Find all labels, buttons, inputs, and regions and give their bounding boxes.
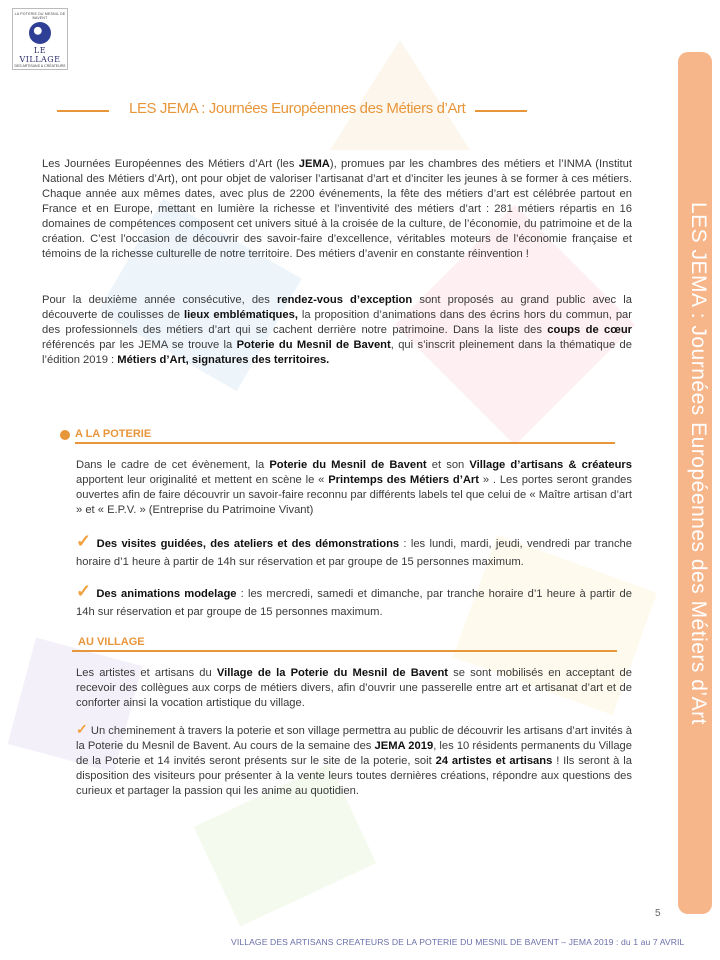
text-run: sont proposés au grand public avec la découverte de coulisses de: [42, 294, 632, 321]
poterie-paragraph-visites: [76, 531, 632, 571]
page-number: 5: [655, 908, 661, 919]
bullet-dot-icon: [60, 430, 70, 440]
text-run: Les artistes et artisans du: [76, 667, 217, 679]
text-run: , les 10 résidents permanents du Village de la Poterie et 14 invités seront présents sur le site de la poterie, soit: [76, 740, 632, 767]
text-run: 24 artistes et artisans: [435, 755, 553, 767]
section-heading-rule: [72, 650, 617, 652]
text-run: Poterie du Mesnil de Bavent: [236, 339, 391, 351]
section-heading-label: AU VILLAGE: [78, 636, 145, 648]
check-icon: ✓: [76, 581, 93, 601]
text-run: Village d’artisans & créateurs: [469, 459, 633, 471]
text-run: ! Ils seront à la disposition des visiteurs pour présenter à la vente leurs toutes dernières créations, répondre aux questions des curieux et partager la passion qui les anime au quotidien.: [76, 755, 632, 797]
text-run: lieux emblématiques,: [183, 309, 298, 321]
logo-top-text: LA POTERIE DU MESNIL DE BAVENT: [14, 12, 66, 20]
logo-swirl-icon: [29, 22, 51, 44]
intro-paragraph-1: [42, 157, 632, 262]
check-icon: ✓: [76, 531, 93, 551]
text-run: rendez-vous d’exception: [277, 294, 413, 306]
text-run: JEMA 2019: [374, 740, 434, 752]
section-heading-poterie: [60, 428, 616, 442]
logo-subtitle: DES ARTISANS & CRÉATEURS: [14, 64, 66, 68]
section-heading-label: A LA POTERIE: [75, 428, 152, 440]
side-banner-text: LES JEMA : Journées Européennes des Métiers d’Art: [687, 202, 710, 725]
text-run: : les mercredi, samedi et dimanche, par tranche horaire d’1 heure à partir de 14h sur réservation et par groupe de 15 personnes maximum.: [76, 588, 632, 618]
text-run: Les Journées Européennes des Métiers d’Art (les: [42, 158, 299, 170]
poterie-paragraph-modelage: [76, 581, 632, 621]
text-run: se sont mobilisés en acceptant de recevoir des collègues aux corps de métiers divers, afin d’ouvrir une passerelle entre art et artisanat d’art et de conforter ainsi la vocation artistique du village.: [76, 667, 632, 709]
page-heading: [57, 100, 527, 120]
text-run: et son: [426, 459, 470, 471]
page-title: LES JEMA : Journées Européennes des Métiers d’Art: [129, 100, 466, 117]
section-heading-rule: [75, 442, 615, 444]
text-run: Métiers d’Art, signatures des territoires.: [117, 354, 330, 366]
footer-text: VILLAGE DES ARTISANS CREATEURS DE LA POTERIE DU MESNIL DE BAVENT – JEMA 2019 : du 1 au 7 AVRIL: [231, 937, 685, 947]
text-run: Des visites guidées, des ateliers et des démonstrations: [96, 538, 400, 550]
section-heading-village: [72, 636, 617, 650]
text-run: référencés par les JEMA se trouve la: [42, 339, 237, 351]
village-paragraph-2-text: [76, 725, 632, 797]
poterie-paragraph-1: [76, 458, 632, 518]
text-run: Poterie du Mesnil de Bavent: [269, 459, 427, 471]
text-run: apportent leur originalité et mettent en scène le «: [76, 474, 329, 486]
logo-name: LE VILLAGE: [19, 46, 61, 64]
text-run: Dans le cadre de cet évènement, la: [76, 459, 270, 471]
text-run: coups de cœur: [547, 324, 633, 336]
text-run: Des animations modelage: [96, 588, 237, 600]
text-run: Pour la deuxième année consécutive, des: [42, 294, 278, 306]
heading-rule-right: [475, 110, 527, 112]
check-icon: ✓: [76, 721, 88, 737]
text-run: ), promues par les chambres des métiers et l’INMA (Institut National des Métiers d’Art), ont pour objet de valoriser l’artisanat d’art et d’inciter les jeunes à se former à ces métiers. Chaque année aux mêmes dates, avec plus de 2200 événements, la fête des métiers d’art est célébrée partout en France et en Europe, mettant en lumière la richesse et l’inventivité des métiers d’art : 281 métiers répartis en 16 domaines de compétences composent cet univers situé à la croisée de la culture, de l’économie, du patrimoine et de la création. C’est l’occasion de découvrir des savoir-faire d’excellence, véritables moteurs de l’économie française et témoins de la richesse culturelle de notre territoire. Des métiers d’avenir en constante réinvention !: [42, 158, 632, 260]
text-run: Printemps des Métiers d’Art: [328, 474, 479, 486]
village-paragraph-2: [76, 721, 633, 799]
side-banner: [678, 52, 712, 914]
text-run: la proposition d’animations dans des écrins hors du commun, par des professionnels des métiers d’art qui se cachent derrière notre patrimoine. Dans la liste des: [42, 309, 632, 336]
text-run: JEMA: [298, 158, 330, 170]
village-logo: [12, 8, 68, 70]
visites-text: [76, 538, 632, 568]
background-shape: [330, 40, 470, 150]
text-run: » . Les portes seront grandes ouvertes afin de faire découvrir un savoir-faire reconnu par différents labels tel que celui de « Maître artisan d’art » et « E.P.V. » (Entreprise du Patrimoine Vivant): [76, 474, 633, 516]
text-run: , qui s’inscrit pleinement dans la thématique de l’édition 2019 :: [42, 339, 632, 366]
text-run: Village de la Poterie du Mesnil de Bavent: [216, 667, 449, 679]
text-run: : les lundi, mardi, jeudi, vendredi par tranche horaire d’1 heure à partir de 14h sur réservation et par groupe de 15 personnes maximum.: [76, 538, 632, 568]
modelage-text: [76, 588, 632, 618]
heading-rule-left: [57, 110, 109, 112]
village-paragraph-1: [76, 666, 632, 711]
text-run: Un cheminement à travers la poterie et son village permettra au public de découvrir les artisans d’art invités à la Poterie du Mesnil de Bavent. Au cours de la semaine des: [76, 725, 633, 752]
intro-paragraph-2: [42, 293, 632, 368]
